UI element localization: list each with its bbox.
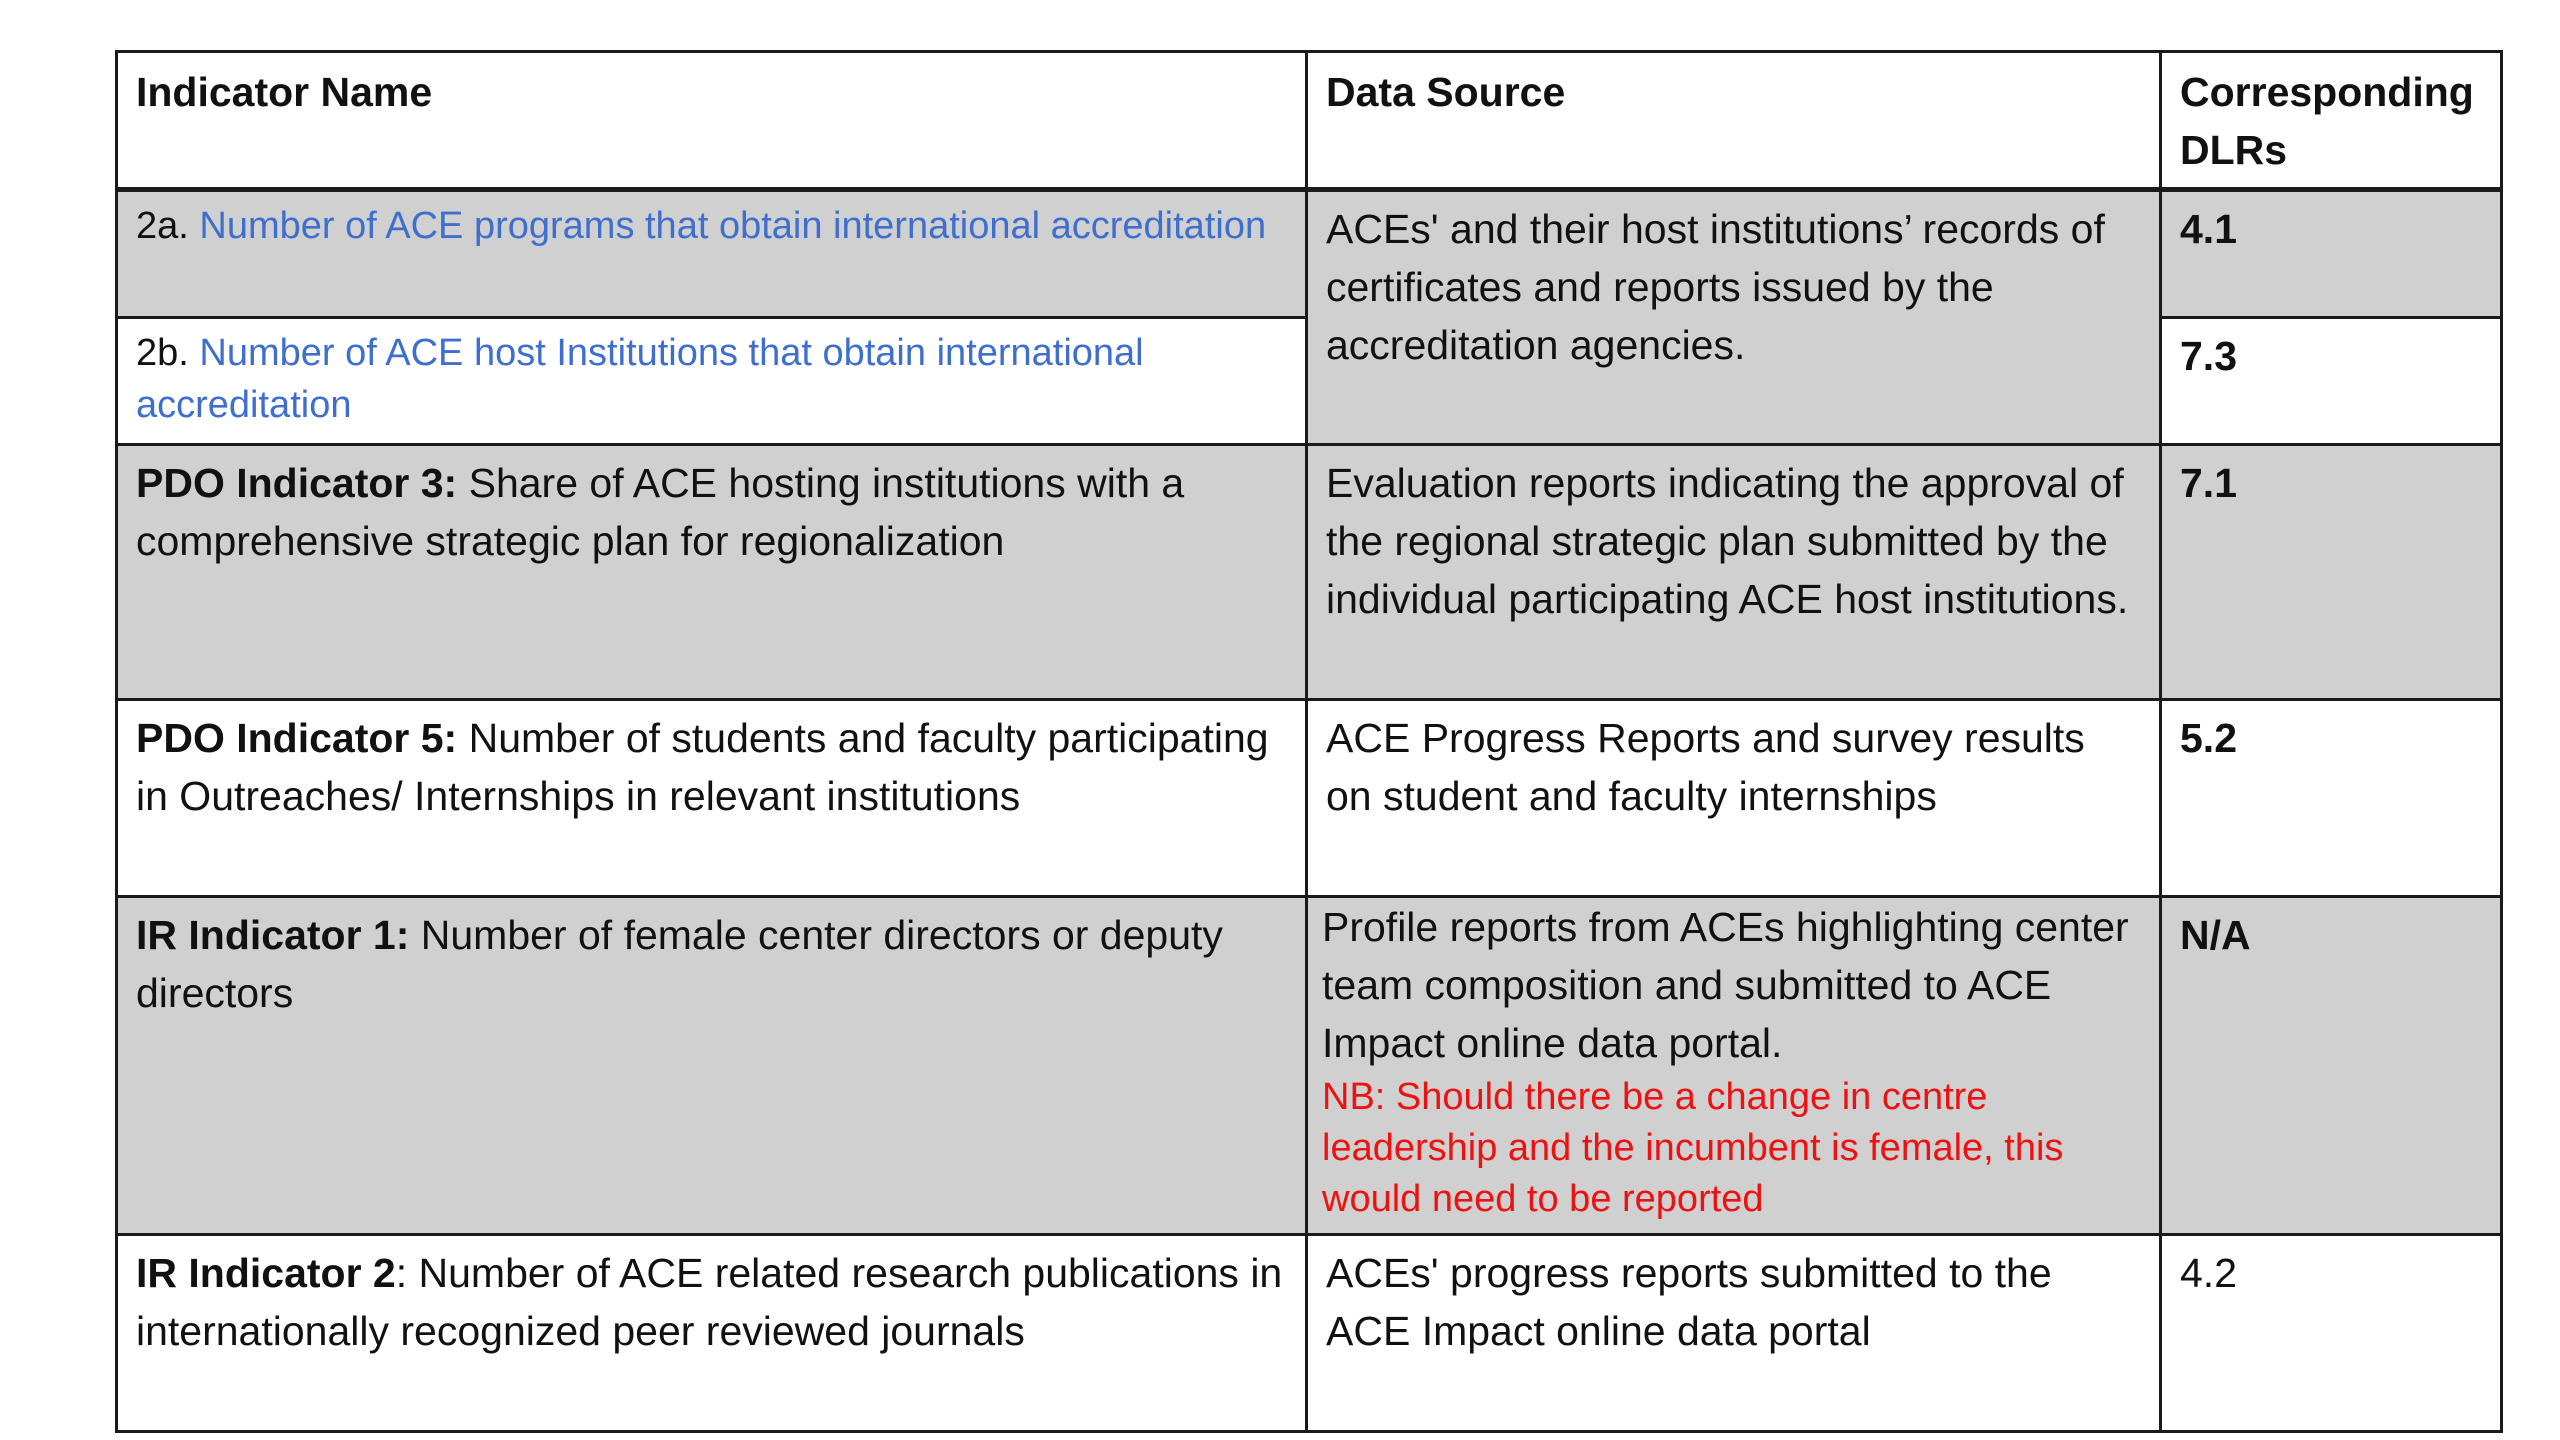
data-source-cell-pdo5: ACE Progress Reports and survey results on student and faculty internships <box>1307 700 2161 897</box>
table-row-pdo3 <box>117 445 2502 700</box>
data-source-cell-pdo3: Evaluation reports indicating the approval of the regional strategic plan submitted by the individual participating ACE host institutions. <box>1307 445 2161 700</box>
indicator-prefix-2a: 2a. <box>136 205 200 247</box>
indicator-text-pdo3: Share of ACE hosting institutions with a comprehensive strategic plan for regionalization <box>136 460 1185 564</box>
indicator-cell-pdo5 <box>117 700 1307 897</box>
data-source-cell-2: ACEs' and their host institutions’ records of certificates and reports issued by the accreditation agencies. <box>1307 190 2161 445</box>
indicator-cell-ir2 <box>117 1235 1307 1432</box>
data-source-cell-ir1 <box>1307 897 2161 1235</box>
indicator-cell-2a <box>117 190 1307 318</box>
indicator-cell-pdo3 <box>117 445 1307 700</box>
indicator-link-2a[interactable]: Number of ACE programs that obtain international accreditation <box>199 205 1267 247</box>
dlr-cell-pdo3: 7.1 <box>2161 445 2502 700</box>
dlr-cell-ir1: N/A <box>2161 897 2502 1235</box>
indicator-prefix-2b: 2b. <box>136 332 200 374</box>
indicator-text-pdo5: Number of students and faculty participating in Outreaches/ Internships in relevant institutions <box>136 715 1269 819</box>
indicator-label-ir2: IR Indicator 2 <box>136 1250 396 1296</box>
table-row-ir2 <box>117 1235 2502 1432</box>
header-row <box>117 52 2502 190</box>
indicator-cell-2b <box>117 318 1307 445</box>
dlr-cell-ir2: 4.2 <box>2161 1235 2502 1432</box>
dlr-cell-2b: 7.3 <box>2161 318 2502 445</box>
indicator-cell-ir1 <box>117 897 1307 1235</box>
indicator-table <box>115 50 2503 1433</box>
indicator-label-ir1: IR Indicator 1: <box>136 912 410 958</box>
indicator-text-ir1: Number of female center directors or deputy directors <box>136 912 1223 1016</box>
indicator-label-pdo5: PDO Indicator 5: <box>136 715 458 761</box>
table-row-pdo5 <box>117 700 2502 897</box>
data-source-text-ir1: Profile reports from ACEs highlighting center team composition and submitted to ACE Impact online data portal. <box>1322 904 2129 1066</box>
red-note-ir1: NB: Should there be a change in centre leadership and the incumbent is female, this would need to be reported <box>1322 1076 2064 1220</box>
header-indicator-name: Indicator Name <box>117 52 1307 190</box>
indicator-link-2b[interactable]: Number of ACE host Institutions that obtain international accreditation <box>136 332 1144 426</box>
indicator-text-ir2: : Number of ACE related research publications in internationally recognized peer reviewed journals <box>136 1250 1283 1354</box>
header-corresponding-dlrs: Corresponding DLRs <box>2161 52 2502 190</box>
header-data-source: Data Source <box>1307 52 2161 190</box>
data-source-cell-ir2: ACEs' progress reports submitted to the ACE Impact online data portal <box>1307 1235 2161 1432</box>
dlr-cell-2a: 4.1 <box>2161 190 2502 318</box>
indicator-label-pdo3: PDO Indicator 3: <box>136 460 458 506</box>
table-row-2a <box>117 190 2502 318</box>
table-row-ir1 <box>117 897 2502 1235</box>
dlr-cell-pdo5: 5.2 <box>2161 700 2502 897</box>
